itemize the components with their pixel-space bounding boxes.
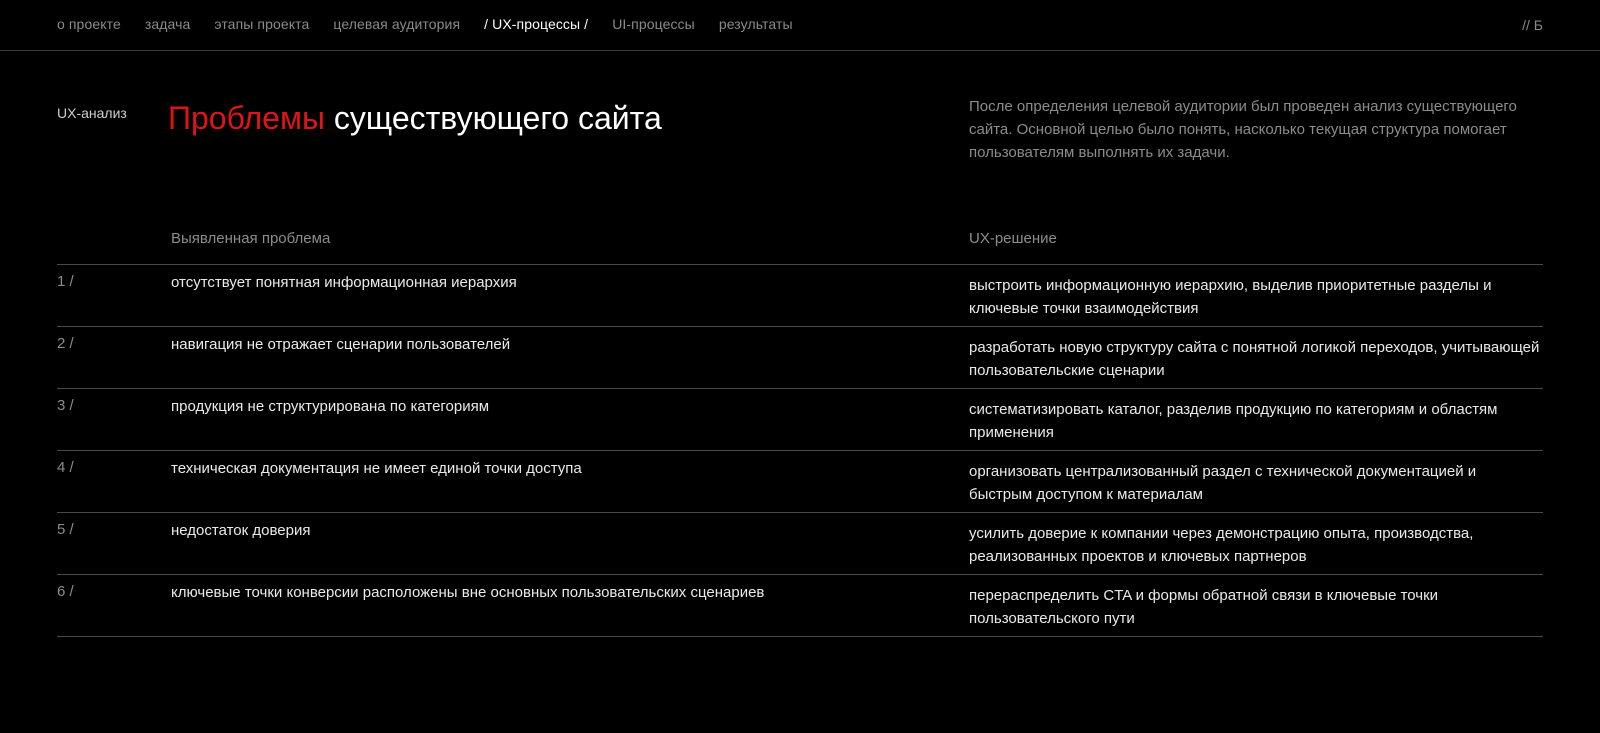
top-navigation bbox=[0, 0, 1600, 51]
row-number: 5 / bbox=[57, 521, 74, 538]
row-solution: организовать централизованный раздел с технической документацией и быстрым доступом к материалам bbox=[969, 463, 1477, 503]
table-row bbox=[57, 326, 1543, 388]
intro-text: После определения целевой аудитории был проведен анализ существующего сайта. Основной целью было понять, насколько текущая структура помогает пользователям выполнять их задачи. bbox=[969, 98, 1517, 161]
page-title bbox=[168, 98, 662, 138]
nav-item-results[interactable]: результаты bbox=[718, 16, 793, 32]
nav-item-audience[interactable]: целевая аудитория bbox=[333, 16, 461, 32]
column-header-problem: Выявленная проблема bbox=[171, 230, 331, 247]
page-title-accent: Проблемы bbox=[168, 100, 325, 136]
column-header-solution: UX-решение bbox=[969, 230, 1057, 247]
row-problem: ключевые точки конверсии расположены вне основных пользовательских сценариев bbox=[171, 584, 765, 601]
row-number: 6 / bbox=[57, 583, 74, 600]
nav-right-label[interactable]: // Б bbox=[1522, 17, 1543, 33]
nav-item-ui-processes[interactable]: UI-процессы bbox=[612, 16, 695, 32]
section-label: UX-анализ bbox=[57, 105, 127, 121]
row-problem: навигация не отражает сценарии пользователей bbox=[171, 336, 511, 353]
table-row bbox=[57, 450, 1543, 512]
row-solution: выстроить информационную иерархию, выделив приоритетные разделы и ключевые точки взаимодействия bbox=[969, 277, 1492, 317]
table-row bbox=[57, 512, 1543, 574]
nav-item-ux-processes[interactable]: / UX-процессы / bbox=[484, 16, 589, 32]
nav-item-task[interactable]: задача bbox=[144, 16, 191, 32]
nav-item-about[interactable]: о проекте bbox=[57, 16, 121, 32]
table-row bbox=[57, 264, 1543, 326]
table-row bbox=[57, 388, 1543, 450]
row-solution: усилить доверие к компании через демонстрацию опыта, производства, реализованных проектов и ключевых партнеров bbox=[969, 525, 1474, 565]
row-number: 4 / bbox=[57, 459, 74, 476]
row-problem: отсутствует понятная информационная иерархия bbox=[171, 274, 517, 291]
row-problem: техническая документация не имеет единой точки доступа bbox=[171, 460, 582, 477]
table-row bbox=[57, 574, 1543, 637]
row-solution: систематизировать каталог, разделив продукцию по категориям и областям применения bbox=[969, 401, 1498, 441]
page-title-rest: существующего сайта bbox=[333, 100, 662, 136]
row-number: 2 / bbox=[57, 335, 74, 352]
row-number: 3 / bbox=[57, 397, 74, 414]
problems-table bbox=[57, 264, 1543, 637]
row-problem: продукция не структурирована по категориям bbox=[171, 398, 490, 415]
row-solution: разработать новую структуру сайта с понятной логикой переходов, учитывающей пользовательские сценарии bbox=[969, 339, 1540, 379]
row-number: 1 / bbox=[57, 273, 74, 290]
row-solution: перераспределить CTA и формы обратной связи в ключевые точки пользовательского пути bbox=[969, 587, 1439, 627]
nav-item-stages[interactable]: этапы проекта bbox=[214, 16, 310, 32]
nav-list bbox=[57, 16, 817, 32]
row-problem: недостаток доверия bbox=[171, 522, 311, 539]
